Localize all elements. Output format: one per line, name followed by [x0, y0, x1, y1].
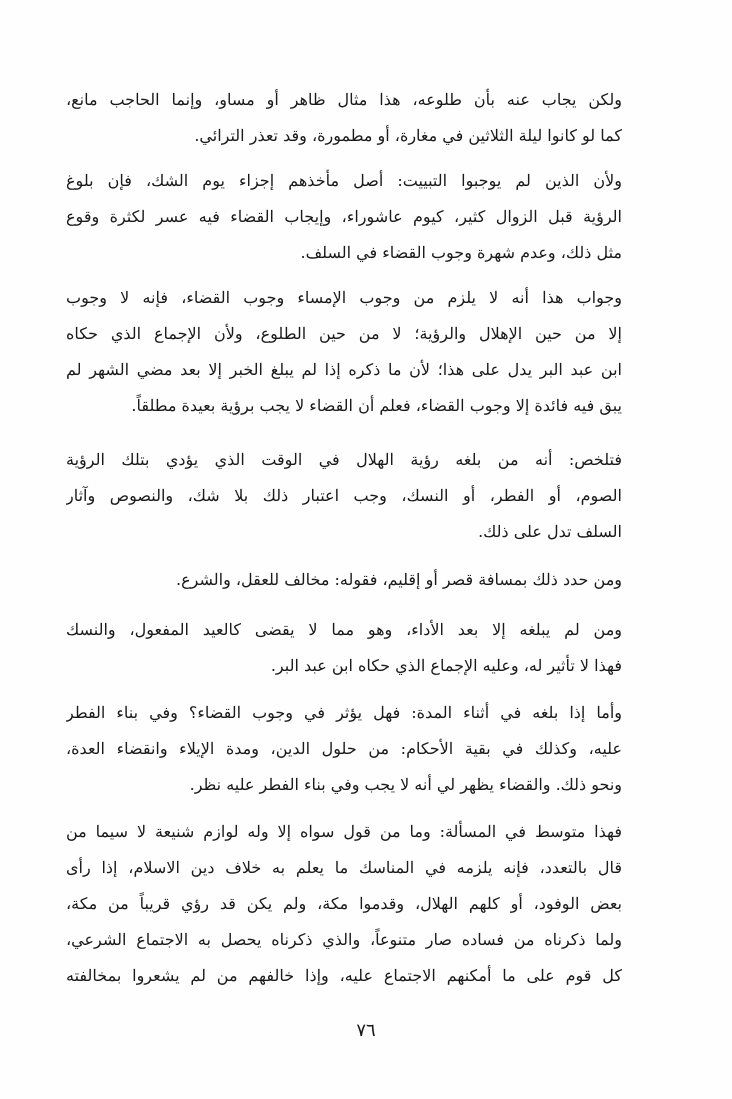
paragraph-4: [66, 442, 622, 550]
text-line: كما لو كانوا ليلة الثلاثين في مغارة، أو مطمورة، وقد تعذر الترائي.: [194, 126, 622, 145]
paragraph-5: [66, 562, 622, 598]
text-line: فهذا متوسط في المسألة: وما من قول سواه إلا وله لوازم شنيعة لا سيما من: [66, 822, 622, 841]
text-line: ومن لم يبلغه إلا بعد الأداء، وهو مما لا يقضى كالعيد المفعول، والنسك: [66, 620, 622, 639]
text-line: مثل ذلك، وعدم شهرة وجوب القضاء في السلف.: [300, 243, 622, 262]
text-line: وأما إذا بلغه في أثناء المدة: فهل يؤثر في وجوب القضاء؟ وفي بناء الفطر: [66, 703, 622, 722]
text-line: يبق فيه فائدة إلا وجوب القضاء، فعلم أن القضاء لا يجب برؤية بعيدة مطلقاً.: [131, 396, 622, 415]
text-line: ابن عبد البر يدل على هذا؛ لأن ما ذكره إذا لم يبلغ الخبر إلا بعد مضي الشهر لم: [66, 360, 622, 379]
text-line: ومن حدد ذلك بمسافة قصر أو إقليم، فقوله: مخالف للعقل، والشرع.: [176, 570, 622, 589]
text-line: الصوم، أو الفطر، أو النسك، وجب اعتبار ذلك بلا شك، والنصوص وآثار: [66, 486, 622, 505]
paragraph-6: [66, 612, 622, 684]
text-line: ولما ذكرناه من فساده صار متنوعاً، والذي ذكرناه يحصل به الاجتماع الشرعي،: [66, 930, 622, 949]
text-line: وجواب هذا أنه لا يلزم من وجوب الإمساء وجوب القضاء، فإنه لا وجوب: [66, 288, 622, 307]
page-number: ٧٦: [356, 1020, 376, 1041]
text-line: الرؤية قبل الزوال كثير، كيوم عاشوراء، وإيجاب القضاء فيه عسر لكثرة وقوع: [66, 207, 622, 226]
paragraph-3: [66, 280, 622, 424]
text-line: عليه، وكذلك في بقية الأحكام: من حلول الدين، ومدة الإيلاء وانقضاء العدة،: [66, 739, 622, 758]
text-line: فتلخص: أنه من بلغه رؤية الهلال في الوقت الذي يؤدي بتلك الرؤية: [66, 450, 622, 469]
paragraph-1: [66, 82, 622, 154]
text-line: ولأن الذين لم يوجبوا التبييت: أصل مأخذهم إجزاء يوم الشك، فإن بلوغ: [66, 171, 622, 190]
text-line: كل قوم على ما أمكنهم الاجتماع عليه، وإذا خالفهم من لم يشعروا بمخالفته: [66, 966, 622, 985]
text-line: ولكن يجاب عنه بأن طلوعه، هذا مثال ظاهر أو مساو، وإنما الحاجب مانع،: [66, 90, 622, 109]
text-line: فهذا لا تأثير له، وعليه الإجماع الذي حكاه ابن عبد البر.: [270, 656, 622, 675]
paragraph-7: [66, 695, 622, 803]
text-line: قال بالتعدد، فإنه يلزمه في المناسك ما يعلم به خلاف دين الاسلام، إذا رأى: [66, 858, 622, 877]
text-line: ونحو ذلك. والقضاء يظهر لي أنه لا يجب وفي بناء الفطر عليه نظر.: [189, 775, 622, 794]
text-line: إلا من حين الإهلال والرؤية؛ لا من حين الطلوع، ولأن الإجماع الذي حكاه: [66, 324, 622, 343]
paragraph-8: [66, 814, 622, 994]
text-line: بعض الوفود، أو كلهم الهلال، وقدموا مكة، ولم يكن قد رؤي قريباً من مكة،: [66, 894, 622, 913]
text-line: السلف تدل على ذلك.: [478, 522, 622, 541]
paragraph-2: [66, 163, 622, 271]
